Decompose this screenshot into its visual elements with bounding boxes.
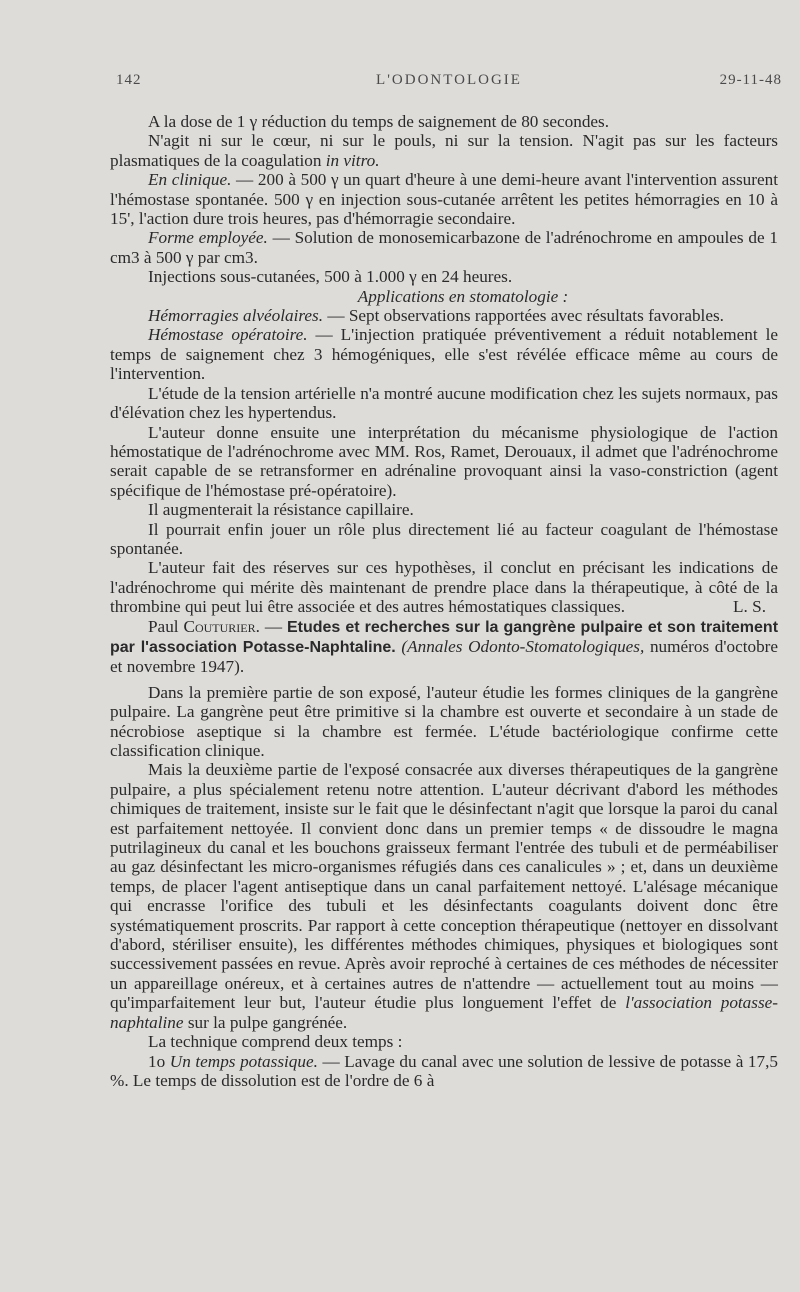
paragraph: Hémostase opératoire. — L'injection pratiquée préventivement a réduit notablement le temps de saignement chez 3 hémogéniques, elle s'est révélée efficace même au cours de l'intervention. xyxy=(110,325,779,384)
paragraph: Hémorragies alvéolaires. — Sept observations rapportées avec résultats favorables. xyxy=(148,306,724,326)
journal-title: L'ODONTOLOGIE xyxy=(376,72,522,88)
paragraph: Mais la deuxième partie de l'exposé consacrée aux diverses thérapeutiques de la gangrène pulpaire, a plus spécialement retenu notre attention. L'auteur décrivant d'abord les méthodes chimiques de traitement, insiste sur le fait que le désinfectant n'agit que lorsque la paroi du canal est parfaitement nettoyée. Il convient donc dans un premier temps « de dissoudre le magna putrilagineux du canal et les bouchons graisseux fermant l'entrée des tubuli et de perméabiliser au gaz désinfectant les micro-organismes réfugiés dans ces canalicules » ; et, dans un deuxième temps, de placer l'agent antiseptique dans un canal parfaitement nettoyé. L'alésage mécanique qui encrasse l'orifice des tubuli et les désinfectants coagulants doivent donc être systématiquement proscrits. Par rapport à cette conception thérapeutique (nettoyer en dissolvant d'abord, stériliser ensuite), les différentes méthodes chimiques, physiques et biologiques sont successivement passées en revue. Après avoir reproché à certaines de ces méthodes de nécessiter un appareillage onéreux, et à certaines autres de n'attendre — actuellement tout au moins — qu'imparfaitement leur but, l'auteur étudie plus longuement l'effet de l'association potasse-naphtaline sur la pulpe gangrénée. xyxy=(110,760,779,1032)
paragraph: L'auteur donne ensuite une interprétation du mécanisme physiologique de l'action hémostatique de l'adrénochrome avec MM. Ros, Ramet, Derouaux, il admet que l'adrénochrome serait capable de se retransformer en adrénaline provoquant ainsi la vaso-constriction (agent spécifique de l'hémostase pré-opératoire). xyxy=(110,422,778,500)
author-first-name: Paul xyxy=(148,616,179,636)
paragraph: Il augmenterait la résistance capillaire. xyxy=(148,500,414,520)
paragraph: La technique comprend deux temps : xyxy=(148,1032,403,1052)
paragraph: N'agit ni sur le cœur, ni sur le pouls, ni sur la tension. N'agit pas sur les facteurs plasmatiques de la coagulation in vitro. xyxy=(110,131,778,170)
paragraph: Injections sous-cutanées, 500 à 1.000 γ en 24 heures. xyxy=(148,267,513,287)
article-body xyxy=(110,112,778,1090)
source-issue: numéros d'octobre et novembre 1947). xyxy=(110,636,779,677)
paragraph: Dans la première partie de son exposé, l'auteur étudie les formes cliniques de la gangrène pulpaire. La gangrène peut être primitive si la chambre est ouverte et secondaire à un stade de nécrobiose aseptique si la chambre est fermée. L'étude bactériologique confirme cette classification clinique. xyxy=(110,682,778,760)
paragraph: En clinique. — 200 à 500 γ un quart d'heure à une demi-heure avant l'intervention assurent l'hémostase spontanée. 500 γ en injection sous-cutanée arrêtent les petites hémorragies en 10 à 15', l'action dure trois heures, pas d'hémorragie secondaire. xyxy=(110,170,778,229)
paragraph: Il pourrait enfin jouer un rôle plus directement lié au facteur coagulant de l'hémostase spontanée. xyxy=(110,519,778,558)
paragraph: 1o Un temps potassique. — Lavage du canal avec une solution de lessive de potasse à 17,5 %. Le temps de dissolution est de l'ordre de 6 à xyxy=(110,1051,778,1090)
paragraph: L'étude de la tension artérielle n'a montré aucune modification chez les sujets normaux, pas d'élévation chez les hypertendus. xyxy=(110,383,778,423)
section-heading: Applications en stomatologie : xyxy=(357,286,569,306)
article-title: Etudes et recherches sur la gangrène pulpaire et son traitement par l'association Potasse-Naphtaline. xyxy=(110,618,779,656)
article-heading: Paul Couturier. — Etudes et recherches sur la gangrène pulpaire et son traitement par l'association Potasse-Naphtaline. (Annales Odonto-Stomatologiques, numéros d'octobre et novembre 1947). xyxy=(110,616,779,677)
running-head xyxy=(116,72,782,94)
issue-date: 29-11-48 xyxy=(719,72,782,88)
author-last-name: Couturier. xyxy=(183,616,260,636)
review-signature: L. S. xyxy=(733,597,766,617)
paragraph: Forme employée. — Solution de monosemicarbazone de l'adrénochrome en ampoules de 1 cm3 à 500 γ par cm3. xyxy=(110,228,779,267)
paragraph: A la dose de 1 γ réduction du temps de saignement de 80 secondes. xyxy=(148,112,610,131)
source-journal: (Annales Odonto-Stomatologiques, xyxy=(401,636,645,656)
paragraph: L'auteur fait des réserves sur ces hypothèses, il conclut en précisant les indications de l'adrénochrome qui mérite dès maintenant de prendre place dans la thérapeutique, à côté de la thrombine qui peut lui être associée et des autres hémostatiques classiques. L. S. xyxy=(110,558,778,617)
page-number: 142 xyxy=(116,72,142,88)
